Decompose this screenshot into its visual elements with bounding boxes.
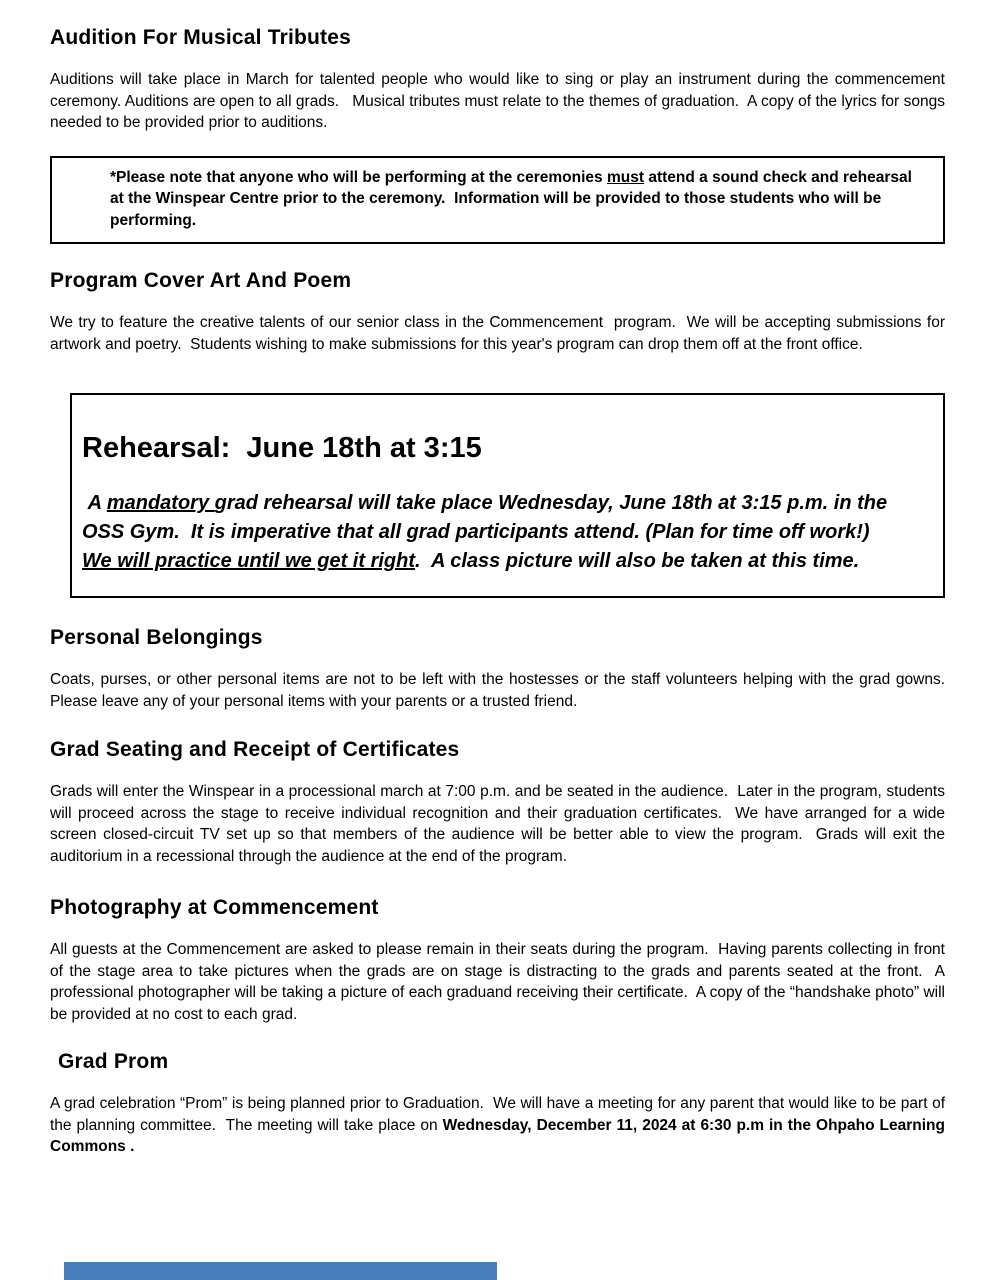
paragraph-personal-belongings: Coats, purses, or other personal items are not to be left with the hostesses or the staff volunteers helping with the grad gowns. Please leave any of your personal items with your parents or a trusted friend.	[50, 671, 954, 710]
paragraph-program-cover: We try to feature the creative talents of our senior class in the Commencement program. We will be accepting submissions for artwork and poetry. Students wishing to make submissions for this year's program can drop them off at the front office.	[50, 314, 950, 353]
heading-grad-seating: Grad Seating and Receipt of Certificates	[50, 738, 460, 761]
text-segment: mandatory	[106, 492, 215, 514]
text-segment: *Please note that anyone who will be performing at the ceremonies	[110, 168, 607, 186]
paragraph-photography: All guests at the Commencement are asked to please remain in their seats during the program. Having parents collecting in front of the stage area to take pictures when the grads are on stage is distracting to the grads and parents seated at the front. A professional photographer will be taking a picture of each graduand receiving their certificate. A copy of the “handshake photo” will be provided at no cost to each grad.	[50, 941, 950, 1023]
bottom-blue-bar	[64, 1262, 497, 1280]
text-segment: . A class picture will also be taken at this time.	[415, 550, 860, 572]
text-segment: must	[606, 168, 645, 186]
heading-audition-for-musical-tributes: Audition For Musical Tributes	[50, 26, 351, 49]
heading-rehearsal-date: Rehearsal: June 18th at 3:15	[82, 432, 482, 464]
paragraph-grad-seating: Grads will enter the Winspear in a processional march at 7:00 p.m. and be seated in the audience. Later in the program, students will proceed across the stage to receive individual recognition and their graduation certificates. We have arranged for a wide screen closed-circuit TV set up so that members of the audience will be better able to view the program. Grads will exit the auditorium in a recessional through the audience at the end of the program.	[50, 783, 950, 865]
text-segment: grad rehearsal will take place Wednesday, June 18th at 3:15 p.m. in the OSS Gym. It is imperative that all grad participants attend. (Plan for time off work!)	[82, 492, 893, 543]
paragraph-audition: Auditions will take place in March for talented people who would like to sing or play an instrument during the commencement ceremony. Auditions are open to all grads. Musical tributes must relate to the themes of graduation. A copy of the lyrics for songs needed to be provided prior to auditions.	[50, 71, 950, 131]
text-segment: A	[82, 492, 107, 514]
text-segment: We will practice until we get it right	[82, 550, 416, 572]
rehearsal-callout-box	[70, 393, 945, 598]
text-segment: A grad celebration “Prom” is being planned prior to Graduation. We will have a meeting for any parent that would like to be part of the planning committee. The meeting will take place on	[50, 1095, 950, 1134]
heading-program-cover-art-and-poem: Program Cover Art And Poem	[50, 269, 352, 292]
heading-photography-at-commencement: Photography at Commencement	[50, 896, 379, 919]
paragraph-grad-prom	[50, 1093, 950, 1158]
sound-check-note-box	[50, 156, 945, 245]
text-segment: Wednesday, December 11, 2024 at 6:30 p.m in the Ohpaho Learning Commons .	[50, 1116, 950, 1155]
heading-grad-prom: Grad Prom	[58, 1050, 169, 1073]
rehearsal-details-text	[82, 489, 907, 576]
heading-personal-belongings: Personal Belongings	[50, 626, 263, 649]
text-segment: attend a sound check and rehearsal at the Winspear Centre prior to the ceremony. Information will be provided to those students who will be performing.	[110, 168, 917, 229]
sound-check-note-text	[110, 167, 919, 232]
